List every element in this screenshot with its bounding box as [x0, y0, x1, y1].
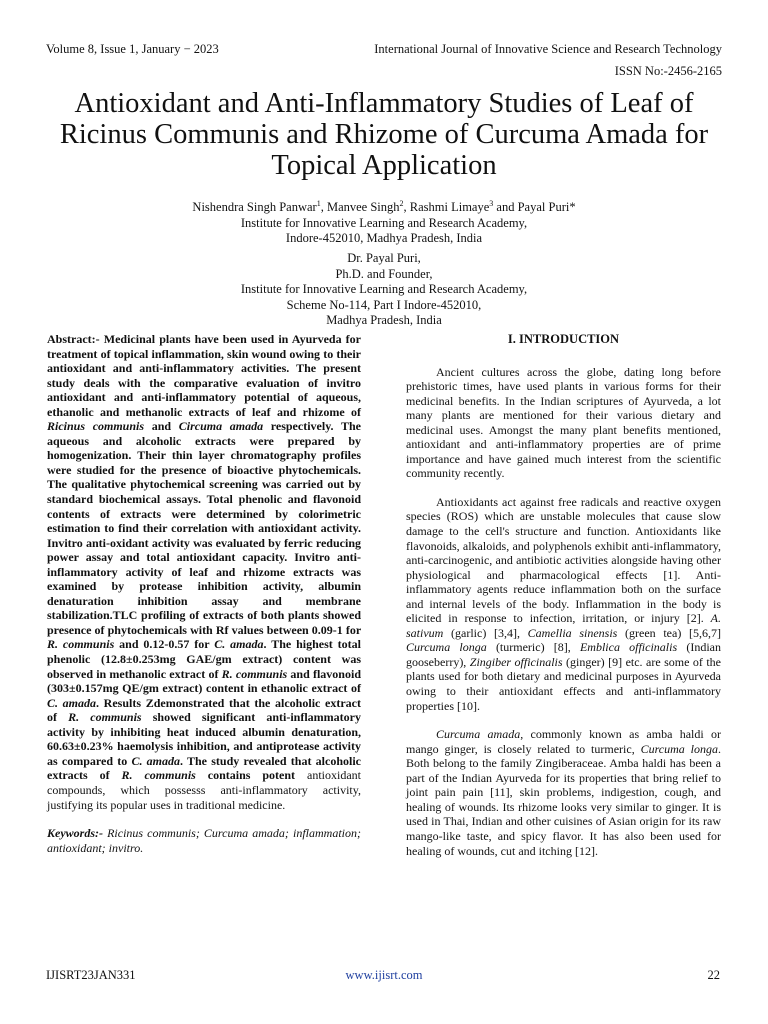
paragraph-text: Ancient cultures across the globe, dating long before prehistoric times, have used plants in various forms for their medicinal benefits. In the Indian scriptures of Ayurveda, a lot many plants are mentioned for their various dietary and medicinal uses. Amongst the many plant benefits mentioned, antioxidant and anti-inflammatory properties are of prime importance and have gained much interest from the scientific community recently.: [406, 364, 721, 481]
abstract-species: Circuma amada: [178, 419, 264, 434]
paragraph-text: (green tea) [5,6,7]: [617, 625, 721, 640]
footer-paper-id: IJISRT23JAN331: [46, 968, 136, 982]
abstract-species: R. communis: [221, 666, 288, 681]
header-journal: International Journal of Innovative Science and Research Technology: [374, 42, 722, 56]
affiliation-line: Indore-452010, Madhya Pradesh, India: [285, 231, 483, 246]
intro-paragraph: [406, 495, 721, 713]
species-name: A. sativum: [406, 611, 721, 640]
footer-website-link[interactable]: www.ijisrt.com: [345, 968, 423, 982]
affiliation-line: Institute for Innovative Learning and Research Academy,: [240, 215, 528, 230]
abstract-species: C. amada: [131, 753, 180, 768]
abstract-text: and: [144, 419, 179, 434]
paragraph-text: , commonly known as amba haldi or mango ginger, is closely related to turmeric,: [406, 727, 722, 756]
right-column: [406, 332, 721, 872]
abstract-text: respectively. The aqueous and alcoholic extracts were prepared by homogenization. Their thin layer chromatography profiles were studied for the presence of bioactive phytochemicals. The qualitative phytochemical screening was carried out by standard biochemical assays. Total phenolic and flavonoid contents of extracts were determined by colorimetric estimation to find their correlation with antioxidant activity. Invitro anti-oxidant activity was evaluated by ferric reducing power assay and total antioxidant capacity. Invitro anti-inflammatory activity of leaf and rhizome extracts was examined by protease inhibition activity, albumin denaturation inhibition assay and membrane stabilization.TLC profiling of extracts of both plants showed presence of phytochemicals with Rf values between 0.09-1 for: [47, 419, 361, 637]
abstract-text: showed significant anti-inflammatory activity by inhibiting heat induced albumin denaturation, 60.63±0.23% haemolysis inhibition, and antiprotease activity as compared to: [47, 710, 361, 768]
abstract-species: R. communis: [68, 710, 142, 725]
author-block: [60, 196, 708, 247]
author-name: Payal Puri*: [517, 200, 576, 215]
corresponding-address: Scheme No-114, Part I Indore-452010,: [286, 297, 482, 312]
intro-paragraph: [406, 727, 721, 858]
corresponding-role: Ph.D. and Founder,: [335, 266, 433, 281]
paragraph-text: (Indian gooseberry),: [406, 640, 721, 669]
abstract-text: antioxidant compounds, which possesss anti-inflammatory activity, justifying its popular uses in traditional medicine.: [47, 768, 361, 812]
paper-title: Antioxidant and Anti-Inflammatory Studies of Leaf of Ricinus Communis and Rhizome of Curcuma Amada for Topical Application: [59, 88, 709, 181]
abstract-text: and 0.12-0.57 for: [114, 637, 215, 652]
paragraph-text: Antioxidants act against free radicals and reactive oxygen species (ROS) which are unstable molecules that cause slow damage to the cell's structure and function. Antioxidants like flavonoids, alkaloids, and polyphenols exhibit anti-inflammatory, anti-carcinogenic, and antibiotic activities alongside having other physiological and pharmacological effects [1]. Anti-inflammatory agents reduce inflammation both on the surface and internal levels of the body. Inflammation in the body is elicited in response to infection, irritation, or injury [2].: [406, 494, 721, 626]
abstract-species: R. communis: [47, 637, 115, 652]
paragraph-text: (turmeric) [8],: [486, 640, 580, 655]
author-name: Nishendra Singh Panwar: [192, 200, 317, 215]
abstract-species: C. amada: [47, 695, 97, 710]
corresponding-author-block: [60, 251, 708, 329]
author-separator: and: [493, 200, 518, 215]
intro-paragraph: [406, 365, 721, 481]
author-affil-mark: 3: [489, 199, 494, 208]
header-issn: ISSN No:-2456-2165: [614, 64, 722, 78]
author-name: Manvee Singh: [326, 200, 400, 215]
header-volume: Volume 8, Issue 1, January − 2023: [46, 42, 219, 56]
footer-page-number: 22: [707, 968, 720, 982]
abstract-text: and flavonoid (303±0.157mg QE/gm extract) content in ethanolic extract of: [47, 666, 361, 696]
species-name: Camellia sinensis: [527, 625, 618, 640]
author-affil-mark: 1: [316, 199, 321, 208]
keywords-label: Keywords:-: [47, 826, 103, 841]
species-name: Zingiber officinalis: [469, 654, 563, 669]
paragraph-text: (ginger) [9] etc. are some of the plants used for both dietary and medicinal purposes in Ayurveda owing to their antioxidant effects and anti-inflammatory properties [10].: [406, 654, 721, 713]
species-name: Emblica officinalis: [579, 640, 678, 655]
paragraph-text: (garlic) [3,4],: [443, 625, 528, 640]
species-name: Curcuma longa: [406, 640, 487, 655]
author-separator: ,: [320, 200, 327, 215]
paragraph-text: . Both belong to the family Zingiberaceae. Amba haldi has been a part of the Indian Ayurveda for its properties that bring relief to joint pain pain [11], skin problems, indigestion, cough, and healing of wounds. Its rhizome looks very similar to ginger. It is used in Thai, Indian and other cuisines of Asian origin for its raw mango-like taste, and spicy flavor. It has also been used for healing of wounds, cut and itching [12].: [406, 741, 722, 858]
abstract: [47, 332, 361, 812]
author-separator: ,: [403, 200, 410, 215]
author-list: [60, 196, 708, 216]
section-heading: I. INTRODUCTION: [507, 332, 620, 346]
corresponding-name: Dr. Payal Puri,: [347, 251, 421, 265]
species-name: Curcuma amada: [436, 727, 521, 742]
abstract-species: R. communis: [121, 768, 196, 783]
abstract-text: . The study revealed that alcoholic extracts of: [47, 753, 361, 783]
left-column: [47, 332, 361, 855]
keywords-text: Ricinus communis; Curcuma amada; inflammation; antioxidant; invitro.: [47, 826, 361, 855]
corresponding-state: Madhya Pradesh, India: [326, 313, 442, 327]
abstract-text: . The highest total phenolic (12.8±0.253mg GAE/gm extract) content was observed in methanolic extract of: [47, 637, 361, 681]
abstract-species: C. amada: [214, 637, 264, 652]
abstract-species: Ricinus communis: [47, 419, 145, 434]
species-name: Curcuma longa: [640, 741, 719, 756]
abstract-text: . Results Zdemonstrated that the alcoholic extract of: [47, 695, 361, 725]
keywords: [47, 826, 361, 855]
abstract-text: contains potent: [195, 768, 296, 783]
corresponding-institute: Institute for Innovative Learning and Research Academy,: [240, 282, 528, 296]
author-name: Rashmi Limaye: [409, 200, 490, 215]
author-affil-mark: 2: [399, 199, 404, 208]
abstract-text: Abstract:- Medicinal plants have been used in Ayurveda for treatment of topical inflammation, skin wound owing to their antioxidant and anti-inflammatory activities. The present study deals with the comparative evaluation of invitro antioxidant and anti-inflammatory potential of aqueous, ethanolic and methanolic extracts of leaf and rhizome of: [47, 332, 361, 419]
